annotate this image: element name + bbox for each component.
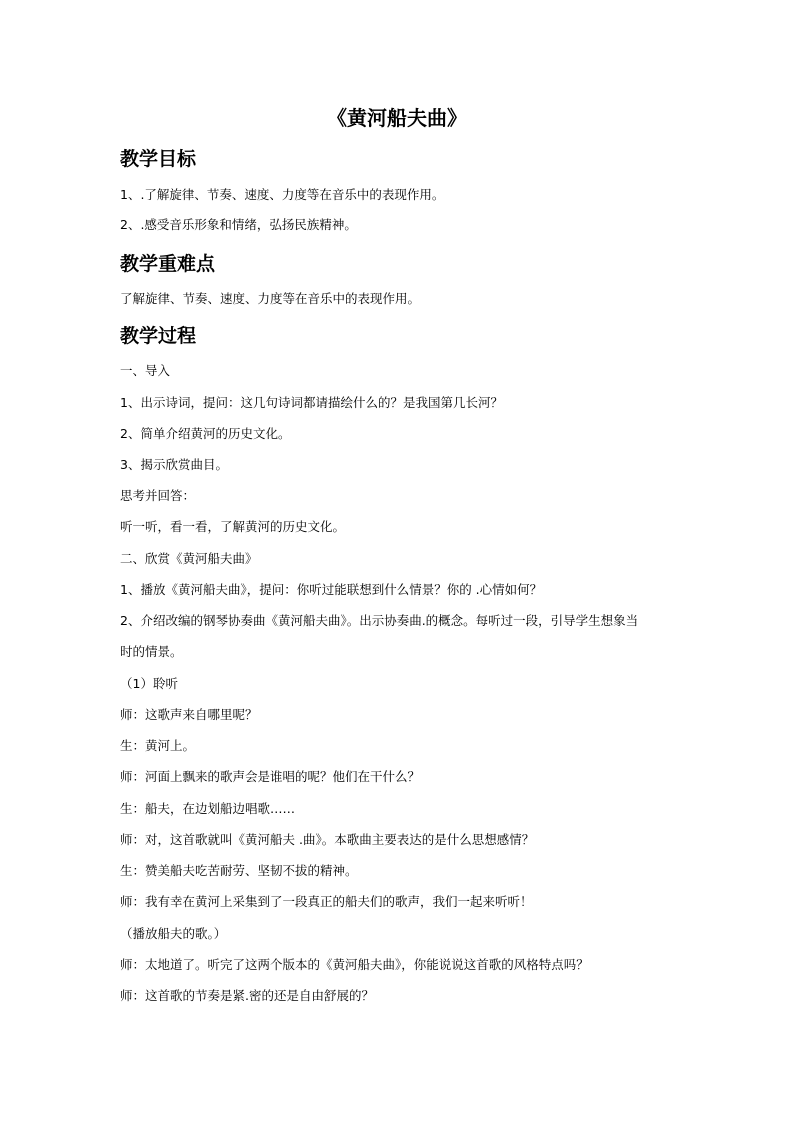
paragraph-line: 师：这首歌的节奏是紧.密的还是自由舒展的？	[120, 988, 374, 1003]
paragraph-line: （播放船夫的歌。）	[120, 926, 227, 941]
paragraph-line: 生：赞美船夫吃苦耐劳、坚韧不拔的精神。	[120, 863, 358, 878]
paragraph-line: 师：我有幸在黄河上采集到了一段真正的船夫们的歌声，我们一起来听听！	[120, 894, 533, 909]
paragraph-line: 2、介绍改编的钢琴协奏曲《黄河船夫曲》。出示协奏曲.的概念。每听过一段，引导学生想象当	[120, 613, 639, 628]
paragraph-line: 生：船夫，在边划船边唱歌……	[120, 801, 296, 816]
paragraph-line: （1）聆听	[120, 676, 178, 691]
section-heading-process: 教学过程	[120, 325, 197, 347]
paragraph-line: 生：黄河上。	[120, 738, 196, 753]
paragraph-line: 听一听，看一看，了解黄河的历史文化。	[120, 519, 346, 534]
paragraph-line: 时的情景。	[120, 644, 183, 659]
paragraph-line: 师：对，这首歌就叫《黄河船夫 .曲》。本歌曲主要表达的是什么思想感情？	[120, 832, 535, 847]
paragraph-line: 师：这歌声来自哪里呢？	[120, 707, 258, 722]
paragraph-line: 师：太地道了。听完了这两个版本的《黄河船夫曲》，你能说说这首歌的风格特点吗？	[120, 957, 589, 972]
paragraph-line: 思考并回答：	[120, 488, 196, 503]
paragraph-line: 2、.感受音乐形象和情绪，弘扬民族精神。	[120, 217, 357, 232]
paragraph-line: 1、播放《黄河船夫曲》，提问：你听过能联想到什么情景？你的 .心情如何？	[120, 582, 543, 597]
paragraph-line: 1、出示诗词，提问：这几句诗词都请描绘什么的？是我国第几长河？	[120, 395, 503, 410]
paragraph-line: 一、导入	[120, 363, 171, 378]
paragraph-line: 2、简单介绍黄河的历史文化。	[120, 426, 291, 441]
paragraph-line: 1、.了解旋律、节奏、速度、力度等在音乐中的表现作用。	[120, 187, 445, 202]
paragraph-line: 了解旋律、节奏、速度、力度等在音乐中的表现作用。	[120, 291, 421, 306]
document-title: 《黄河船夫曲》	[327, 106, 467, 130]
paragraph-line: 二、欣赏《黄河船夫曲》	[120, 551, 258, 566]
paragraph-line: 师：河面上飘来的歌声会是谁唱的呢？他们在干什么？	[120, 769, 421, 784]
paragraph-line: 3、揭示欣赏曲目。	[120, 457, 228, 472]
section-heading-key-points: 教学重难点	[120, 253, 216, 275]
section-heading-objectives: 教学目标	[120, 148, 197, 170]
